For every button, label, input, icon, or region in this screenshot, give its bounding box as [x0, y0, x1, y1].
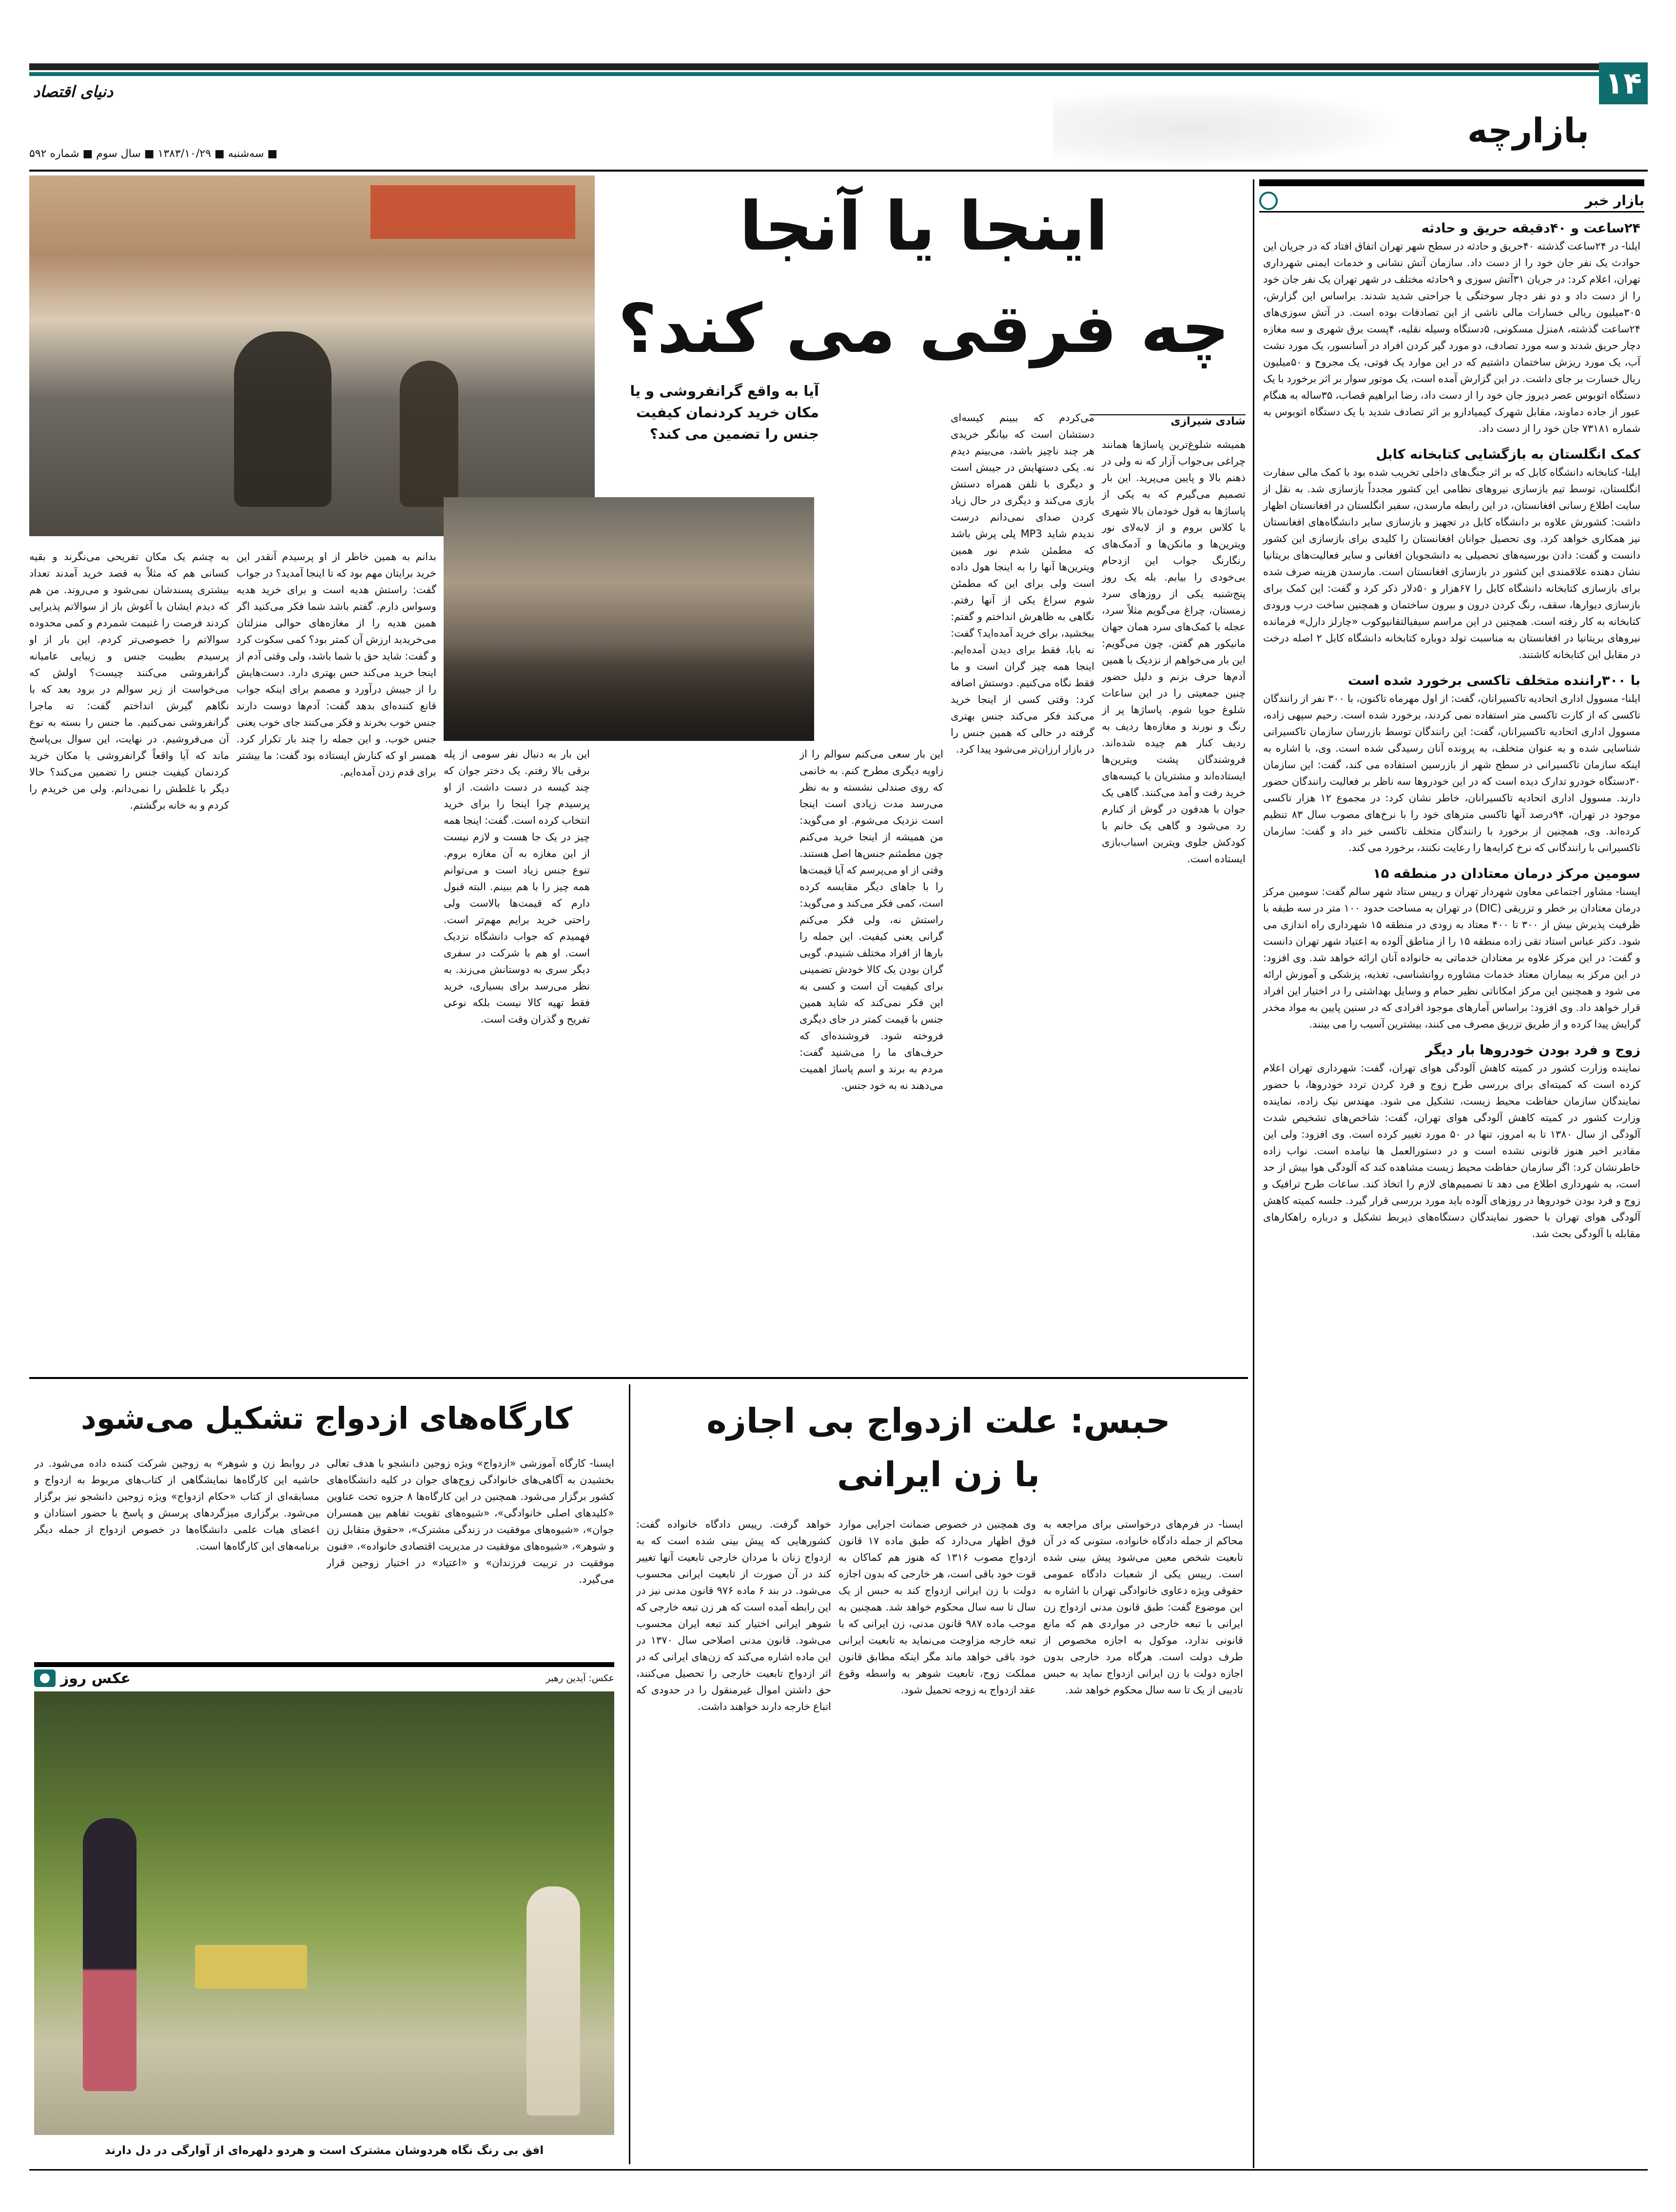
crowd-decoration — [444, 643, 814, 741]
sidebar-item-body: نماینده وزارت کشور در کمیته کاهش آلودگی هوای تهران، گفت: شهرداری تهران اعلام کرده است که کمیته‌ای برای بررسی طرح زوج و فرد کردن تردد خودروها، با حضور نمایندگان سازمان حفاظت محیط زیست، تشکیل می شود. مهندس نیک زاده، نماینده وزارت کشور در کمیته کاهش آلودگی هوای تهران، گفت: شاخص‌های تشخیص شدت آلودگی از سال ۱۳۸۰ تا به امروز، تنها در ۵۰ مورد تغییر کرده است. وی افزود: ولی این مقادیر اخیر هنوز قانونی نشده است و در دستورالعمل ها نیامده است. نواب زاده خاطرنشان کرد: اگر سازمان حفاظت محیط زیست مشاهده کند که آلودگی هوا بیش از حد است، به شهرداری اطلاع می دهد تا تصمیم‌های لازم را اتخاذ کند. ساعات طرح ترافیک و زوج و فرد بودن خودروها در روزهای آلوده باید مورد بررسی قرار گیرد. جلسه کمیته کاهش آلودگی هوای تهران با حضور نمایندگان دستگاه‌های ذیربط تشکیل و درباره راهکارهای مقابله با آلودگی بحث شد. — [1263, 1062, 1641, 1240]
header-rule-top — [29, 63, 1599, 70]
page-bottom-rule — [29, 2169, 1648, 2171]
sidebar-item — [1263, 1041, 1640, 1242]
main-article-bottom-rule — [29, 1377, 1248, 1379]
article-column-text: بدانم به همین خاطر از او پرسیدم آنقدر این خرید برایتان مهم بود که تا اینجا آمدید؟ در جواب گفت: راستش هدیه است و برای خرید هدیه وسواس دارم. گفتم باشد شما فکر می‌کنید اگر همین هدیه را از مغازه‌های حوالی منزلتان می‌خریدید ارزش آن کمتر بود؟ کمی سکوت کرد و گفت: شاید حق با شما باشد، ولی وقتی آدم از اینجا خرید می‌کند حس بهتری دارد. دست‌هایش را از جیبش درآورد و مصمم برای اینکه جواب قانع کننده‌ای بدهد گفت: آدم‌ها دوست دارند جنس خوب بخرند و فکر می‌کنند جای خوب یعنی جنس خوب. و این جمله را چند بار تکرار کرد. همسر او که کنارش ایستاده بود گفت: ما بیشتر برای قدم زدن آمده‌ایم. — [236, 551, 436, 778]
sidebar-heading-row — [1259, 190, 1644, 213]
sidebar — [1259, 179, 1644, 2168]
header-bottom-rule — [29, 170, 1648, 172]
park-bench-decoration — [195, 1945, 307, 1989]
photo-of-day-credit: عکس: آیدین رهبر — [546, 1673, 614, 1684]
sidebar-divider — [1253, 179, 1254, 2168]
camera-icon — [34, 1669, 56, 1687]
mall-sign-decoration — [370, 185, 575, 239]
article-column-text: همیشه شلوغ‌ترین پاساژها همانند چراغی بی‌جواب آزار که نه ولی در ذهنم بالا و پایین می‌پرید. این بار تصمیم می‌گیرم که به یکی از پاساژها به قول خودمان بالا شهری با کلاس بروم و از لابه‌لای نور ویترین‌ها و مانکن‌ها و آدمک‌های رنگارنگ جواب این ازدحام بی‌خودی را بیابم. بله یک روز پنج‌شنبه یکی از روزهای سرد زمستان، چراغ می‌گویم مثلاً سرد، عجله با کمک‌های سرد همان جهان مانیکور هم گفتن. چون می‌گویم: این بار می‌خواهم از نزدیک با همین آدم‌ها حرف بزنم و دلیل حضور چنین جمعیتی را در این ساعات شلوغ جویا شوم. پاساژها پر از رنگ و نورند و مغازه‌ها ردیف به ردیف کنار هم چیده شده‌اند. فروشندگان پشت ویترین‌ها ایستاده‌اند و مشتریان با کیسه‌های خرید رفت و آمد می‌کنند. گاهی یک جوان با هدفون در گوش از کنارم رد می‌شود و گاهی یک خانم با کودکش جلوی ویترین اسباب‌بازی ایستاده است. — [1102, 439, 1246, 865]
article-column — [799, 746, 943, 1365]
sidebar-item-body: ایلنا- مسوول اداری اتحادیه تاکسیرانان، گفت: از اول مهرماه تاکنون، با ۳۰۰ نفر از رانندگان تاکسی که از کارت تاکسی متر استفاده نمی کردند، برخورد شده است. رحیم سپهی زاده، مسوول اداری اتحادیه تاکسیرانان، گفت: این رانندگان توسط بازرسان سازمان تاکسیرانی شناسایی شده و به عنوان متخلف، به پرونده آنان رسیدگی شده است. وی، با اشاره به اینکه سازمان تاکسیرانی در سطح شهر از بازرسین استفاده می کند، گفت: این سازمان ۳۰دستگاه خودرو تدارک دیده است که در این خودروها سه ناظر بر فعالیت رانندگان حضور دارند. مسوول اداری اتحادیه تاکسیرانان، خاطر نشان کرد: در مجموع ۱۲ هزار تاکسی موجود در تهران، ۹۴درصد آنها تاکسی مترهای خود را با نرخ‌های مصوب سال ۸۳ تنظیم کرده‌اند. وی، همچنین از برخورد با رانندگان متخلف تاکسی خبر داد و گفت: سازمان تاکسیرانی با رانندگانی که نرخ کرایه‌ها را رعایت نکنند، برخورد می کند. — [1263, 693, 1641, 854]
headline-line-2: چه فرقی می کند؟ — [618, 290, 1230, 368]
main-subhead: آیا به واقع گرانفروشی و یا مکان خرید کردنمان کیفیت جنس را تضمین می کند؟ — [630, 383, 819, 442]
marriage-headline — [634, 1394, 1243, 1506]
article-column-text: ایسنا- کارگاه آموزشی «ازدواج» ویژه زوجین دانشجو با هدف تعالی بخشیدن به آگاهی‌های خانوادگی زوج‌های جوان در کلیه دانشگاه‌های کشور برگزار می‌شود. همچنین در این کارگاه‌ها ۸ جزوه تحت عناوین «کلیدهای اصلی خانوادگی»، «شیوه‌های تقویت تفاهم بین همسران جوان»، «شیوه‌های موفقیت در زندگی مشترک»، «حقوق متقابل زن و شوهر»، «شیوه‌های موفقیت در مدیریت اقتصادی خانواده»، «فنون موفقیت در تربیت فرزندان» و «اعتیاد» در اختیار زوجین قرار می‌گیرد. — [327, 1457, 614, 1585]
sidebar-item-body: ایسنا- مشاور اجتماعی معاون شهردار تهران و رییس ستاد شهر سالم گفت: سومین مرکز درمان معتادان بر خطر و تزریقی (DIC) در تهران به مساحت حدود ۱۰۰ متر در سه طبقه با ظرفیت پذیرش بیش از ۳۰۰ تا ۴۰۰ معتاد به زودی در منطقه ۱۵ شهرداری راه اندازی می شود. دکتر عباس استاد تقی زاده منطقه ۱۵ را از مناطق آلوده به اعتیاد شهر تهران دانست و گفت: در این مرکز علاوه بر معتادان خدماتی به خانواده آنان ارائه خواهد شد. وی افزود: در این مرکز به بیماران معتاد خدمات مشاوره روانشناسی، تغذیه، پزشکی و آموزش ارائه می شود و همچنین این مرکز امکاناتی نظیر حمام و وسایل بهداشتی را در اختیار این افراد قرار خواهد داد. وی افزود: براساس آمارهای موجود افرادی که در سنین پایین به مواد مخدر گرایش پیدا کرده و از طریق تزریق مصرف می کنند، بیشترین آسیب را می بینند. — [1263, 886, 1640, 1030]
shopping-mall-photo — [29, 175, 595, 536]
article-column — [444, 746, 590, 1365]
sidebar-item-title: ۲۴ساعت و ۴۰دقیقه حریق و حادثه — [1421, 221, 1640, 236]
article-column — [1043, 1516, 1243, 2164]
marriage-article-divider — [629, 1384, 630, 2164]
sidebar-item — [1263, 446, 1640, 663]
article-column-text: خواهد گرفت. رییس دادگاه خانواده گفت: کشورهایی که پیش بینی شده است که به ازدواج زنان با مردان خارجی تابعیت آنها تغییر کند در آن صورت از تابعیت ایرانی محسوب می‌شود. در بند ۶ ماده ۹۷۶ قانون مدنی نیز در این رابطه آمده است که هر زن تبعه خارجی که شوهر ایرانی اختیار کند تبعه ایران محسوب می‌شود. قانون مدنی اصلاحی سال ۱۳۷۰ در این ماده اشاره می‌کند که زن‌های ایرانی که در اثر ازدواج تابعیت خارجی را تحصیل می‌کنند، حق داشتن اموال غیرمنقول را در حدودی که اتباع خارجه دارند خواهند داشت. — [636, 1518, 831, 1712]
bazaar-crowd-photo — [444, 497, 814, 741]
issue-line: ■ سه‌شنبه ■ ۱۳۸۳/۱۰/۲۹ ■ سال سوم ■ شماره ۵۹۲ — [29, 148, 278, 160]
header-world-map-decoration — [1053, 92, 1394, 165]
sidebar-item — [1263, 865, 1640, 1032]
sidebar-heading-bar — [1259, 179, 1644, 186]
workshop-headline: کارگاه‌های ازدواج تشکیل می‌شود — [81, 1400, 572, 1436]
article-column — [236, 548, 436, 1367]
sidebar-item-body: ایلنا- در ۲۴ساعت گذشته ۴۰حریق و حادثه در سطح شهر تهران اتفاق افتاد که در جریان این حوادث یک نفر جان خود را از دست داد. سازمان آتش نشانی و خدمات ایمنی شهرداری تهران، اعلام کرد: در جریان ۳۱آتش سوزی و ۹حادثه مختلف در شهر تهران یک نفر جان خود را از دست داد و دو نفر دچار سوختگی یا جراحتی شدید شدند. براساس این گزارش، ۳۰۵میلیون ریالی خسارات مالی ناشی از این تصادفات بوده است. در آتش سوزی‌های ۲۴ساعت گذشته، ۸منزل مسکونی، ۵دستگاه وسیله نقلیه، ۴پست برق شهری و سه مغازه دچار حریق شدند و سه مورد تصادف، دو مورد گیر کردن افراد در آسانسور، یک مورد نشت آب، یک مورد ریزش ساختمان داشتیم که در این موارد یک فوتی، یک مجروح و ۵۰میلیون ریال خسارت بر جای داشت. در این گزارش آمده است، یک موتور سوار بر اثر برخورد با یک دستگاه اتوبوس عصر دیروز جان خود را از دست داد، رضا ابراهیم قصاب، ۳۵ساله به هنگام عبور از جاده دماوند، مقابل شهرک کیمیادارو بر اثر تصادف شدید با یک دستگاه اتوبوس به شماره ۷۳۱۸۱ جان خود را از دست داد. — [1263, 240, 1640, 434]
shopper-silhouette-2-decoration — [400, 361, 458, 507]
main-headline — [604, 175, 1243, 405]
globe-icon — [1259, 192, 1278, 210]
shoppers-silhouette-decoration — [234, 331, 331, 507]
sidebar-item-title: زوج و فرد بودن خودروها بار دیگر — [1425, 1043, 1640, 1058]
article-column — [34, 1455, 319, 1660]
marriage-headline-line-2: با زن ایرانی — [837, 1455, 1040, 1494]
girl-figure-decoration — [83, 1818, 136, 2091]
photo-of-day-header — [34, 1662, 614, 1689]
photo-of-day-caption: افق بی رنگ نگاه هردوشان مشترک است و هردو دلهره‌ای از آوارگی در دل دارند — [104, 2144, 544, 2157]
article-column — [327, 1455, 614, 1660]
article-column-text: در روابط زن و شوهر» به زوجین شرکت کننده داده می‌شود. در حاشیه این کارگاه‌ها نمایشگاهی از کتاب‌های مربوط به ازدواج و مسابقه‌ای از کتاب «حکام ازدواج» ویژه زوجین دانشجو نیز برگزار می‌شود. برگزاری میزگردهای پرسش و پاسخ با حضور استادان و اعضای هیات علمی دانشگاه‌ها در خصوص ازدواج از جمله دیگر برنامه‌های این کارگاه‌ها است. — [34, 1457, 319, 1552]
sidebar-item — [1263, 672, 1640, 856]
sidebar-item — [1263, 219, 1640, 437]
article-column — [29, 548, 229, 1367]
sidebar-item-body: ایلنا- کتابخانه دانشگاه کابل که بر اثر جنگ‌های داخلی تخریب شده بود با کمک مالی سفارت انگلستان، توسط تیم بازسازی نیروهای نظامی این کشور مجدداً بازسازی شد. به نقل از سایت اطلاع رسانی افغانستان، در این رابطه مارسدن، سفیر انگلستان در افغانستان اظهار داشت: کشورش علاوه بر دانشگاه کابل در تجهیز و بازسازی سایر دانشگاه‌های افغانستان نیز همکاری خواهد کرد. وی تحصیل جوانان افغانستان را کلیدی برای بازسازی این کشور دانست و گفت: دادن بورسیه‌های تحصیلی به دانشجویان افغانی و سایر فعالیت‌های بریتانیا نشان دهنده علاقمندی این کشور در بازسازی افغانستان است. مارسدن هزینه صرف شده برای بازسازی کتابخانه دانشگاه کابل را ۶۷هزار و ۵۰دلار ذکر کرد و گفت: این کمک برای بازسازی دیوارها، سقف، رنگ کردن درون و بیرون ساختمان و همچنین ساخت درب ورودی کتابخانه به کار رفته است. همچنین در این مراسم سیفیالتقانیوکوب «چارلز دارل» فرمانده نیروهای بریتانیا در افغانستان به مناسبت تولد دوباره کتابخانه دانشگاه کابل ۲ اصله درخت در مقابل این کتابخانه کاشتند. — [1263, 466, 1640, 660]
headline-line-1: اینجا یا آنجا — [739, 187, 1109, 266]
article-column-text: این بار سعی می‌کنم سوالم را از زاویه دیگری مطرح کنم. به خانمی که روی صندلی نشسته و به نظر می‌رسد مدت زیادی است اینجا است نزدیک می‌شوم. او می‌گوید: من همیشه از اینجا خرید می‌کنم چون مطمئنم جنس‌ها اصل هستند. وقتی از او می‌پرسم که آیا قیمت‌ها را با جاهای دیگر مقایسه کرده است، کمی فکر می‌کند و می‌گوید: راستش نه، ولی فکر می‌کنم گرانی یعنی کیفیت. این جمله را بارها از افراد مختلف شنیدم. گویی گران بودن یک کالا خودش تضمینی برای کیفیت آن است و کسی به این فکر نمی‌کند که شاید همین جنس با قیمت کمتر در جای دیگری فروخته شود. فروشنده‌ای که حرف‌های ما را می‌شنید گفت: مردم به برند و اسم پاساژ اهمیت می‌دهند نه به خود جنس. — [799, 748, 943, 1091]
byline — [1090, 414, 1246, 433]
header-rule-top-teal — [29, 72, 1599, 76]
article-column — [1102, 436, 1246, 1362]
photo-of-day-label-wrap — [34, 1669, 131, 1687]
children-in-park-photo — [34, 1691, 614, 2135]
sidebar-item-title: سومین مرکز درمان معتادان در منطقه ۱۵ — [1373, 866, 1640, 881]
sidebar-news-list — [1259, 219, 1644, 1242]
sidebar-item-title: کمک انگلستان به بازگشایی کتابخانه کابل — [1376, 447, 1640, 462]
page-header — [29, 58, 1648, 170]
camera-lens-icon — [40, 1673, 50, 1683]
sidebar-item-title: با ۳۰۰راننده متخلف تاکسی برخورد شده است — [1348, 673, 1640, 688]
article-column-text: به چشم یک مکان تفریحی می‌نگرند و بقیه کسانی هم که مثلاً به قصد خرید آمدند تعداد بیشتری پسندشان نمی‌شود و می‌روند. من هم که دیدم ایشان با آغوش باز از سوالاتم پذیرایی کردند فرصت را غنیمت شمردم و کمی محدوده سوالاتم را خصوصی‌تر کردم. این بار از او پرسیدم بطیبت جنس و زیبایی عامیانه گرانفروشی می‌کنند چیست؟ اولش که می‌خواست از زیر سوالم در برود بعد که با نگاهم گیرش انداختم گفت: ته ماجرا گرانفروشی نمی‌کنیم. ما جنس را بسته به نوع آن می‌فروشیم. در نهایت، این سوال بی‌پاسخ ماند که آیا واقعاً گرانفروشی یا مکان خرید کردنمان کیفیت جنس را تضمین می‌کند؟ حالا دیگر با غلطش را نمی‌دانم. ولی من خریدم را کردم و به خانه برگشتم. — [29, 551, 229, 811]
section-title: بازارچه — [1467, 111, 1589, 151]
photo-of-day-label: عکس روز — [60, 1669, 131, 1687]
sidebar-heading: بازار خبر — [1585, 193, 1644, 209]
article-column — [951, 409, 1094, 1365]
article-column-text: می‌کردم که ببینم کیسه‌ای دستشان است که بیانگر خریدی هر چند ناچیز باشد، می‌بینم دیدم نه. یکی دستهایش در جیبش است و دیگری با تلفن همراه دستش بازی می‌کند و دیگری در حال زیاد کردن صدای نمی‌دانم درست ندیدم شاید MP3 پلی پرش باشد که مطمئن شدم نور همین ویترین‌ها آنها را به اینجا هول داده است ولی برای این که مطمئن شوم سراغ یکی از آنها رفتم. نگاهی به ظاهرش انداختم و گفتم: ببخشید، برای خرید آمده‌اید؟ گفت: نه بابا، فقط برای دیدن آمده‌ایم. اینجا همه چیز گران است و ما فقط نگاه می‌کنیم. دوستش اضافه کرد: وقتی کسی از اینجا خرید می‌کند فکر می‌کند جنس بهتری گرفته در حالی که همین جنس را در بازار ارزان‌تر می‌شود پیدا کرد. — [951, 412, 1094, 755]
article-column-text: ایسنا- در فرم‌های درخواستی برای مراجعه به محاکم از جمله دادگاه خانواده، ستونی که در آن تابعیت شخص معین می‌شود پیش بینی شده است. رییس یکی از شعبات دادگاه عمومی حقوقی ویژه دعاوی خانوادگی تهران با اشاره به این موضوع گفت: طبق قانون مدنی ازدواج زن ایرانی با تبعه خارجی در مواردی هم که مانع قانونی ندارد، موکول به اجازه مخصوص از طرف دولت است. هرگاه مرد خارجی بدون اجازه دولت با زن ایرانی ازدواج نماید به حبس تادیبی از یک تا سه سال محکوم خواهد شد. — [1043, 1518, 1243, 1696]
page-number: ۱۴ — [1599, 62, 1648, 104]
article-column-text: این بار به دنبال نفر سومی از پله برقی بالا رفتم. یک دختر جوان که چند کیسه در دست داشت. از او پرسیدم چرا اینجا را برای خرید انتخاب کرده است. گفت: اینجا همه چیز در یک جا هست و لازم نیست از این مغازه به آن مغازه بروم. تنوع جنس زیاد است و می‌توانم همه چیز را با هم ببینم. البته قبول دارم که قیمت‌ها بالاست ولی راحتی خرید برایم مهم‌تر است. فهمیدم که جواب دانشگاه نزدیک است. او هم با شرکت در سفری دیگر سری به دوستانش می‌زند. به نظر می‌رسد برای بسیاری، خرید فقط تهیه کالا نیست بلکه نوعی تفریح و گذران وقت است. — [444, 748, 590, 1025]
boy-figure-decoration — [526, 1886, 580, 2115]
byline-author: شادی شیرازی — [1170, 415, 1246, 427]
marriage-headline-line-1: حبس: علت ازدواج بی اجازه — [706, 1401, 1170, 1441]
masthead-logo: دنیای اقتصاد — [33, 82, 114, 101]
article-column — [838, 1516, 1036, 2164]
article-column-text: وی همچنین در خصوص ضمانت اجرایی موارد فوق اظهار می‌دارد که طبق ماده ۱۷ قانون ازدواج مصوب ۱۳۱۶ که هنوز هم کماکان به قوت خود باقی است، هر خارجی که بدون اجازه دولت با زن ایرانی ازدواج کند به حبس از یک سال تا سه سال محکوم خواهد شد. همچنین به موجب ماده ۹۸۷ قانون مدنی، زن ایرانی که با تبعه خارجه مزاوجت می‌نماید به تابعیت ایرانی خود باقی خواهد ماند مگر اینکه مطابق قانون مملکت زوج، تابعیت شوهر به واسطه وقوع عقد ازدواج به زوجه تحمیل شود. — [838, 1518, 1036, 1696]
article-column — [636, 1516, 831, 2164]
